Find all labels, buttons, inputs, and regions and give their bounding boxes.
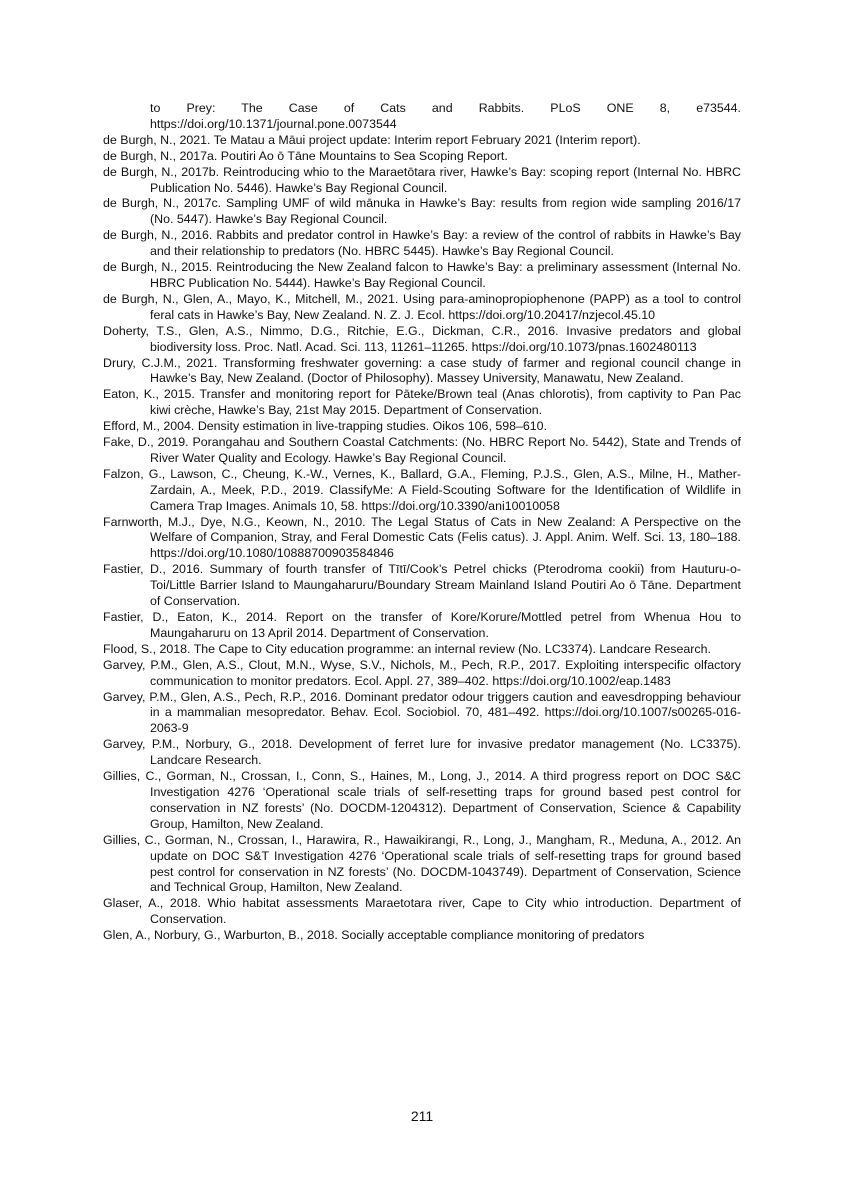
reference-entry: Glaser, A., 2018. Whio habitat assessments Maraetotara river, Cape to City whio introduction. Department of Conservation. — [103, 896, 741, 927]
reference-entry: de Burgh, N., 2017b. Reintroducing whio to the Maraetōtara river, Hawke’s Bay: scoping report (Internal No. HBRC Publication No. 5446). Hawke’s Bay Regional Council. — [103, 164, 741, 195]
reference-entry: Glen, A., Norbury, G., Warburton, B., 2018. Socially acceptable compliance monitoring of predators — [103, 928, 645, 943]
reference-entry: Garvey, P.M., Norbury, G., 2018. Development of ferret lure for invasive predator management (No. LC3375). Landcare Research. — [103, 737, 741, 768]
reference-entry: Gillies, C., Gorman, N., Crossan, I., Conn, S., Haines, M., Long, J., 2014. A third progress report on DOC S&C Investigation 4276 ‘Operational scale trials of self-resetting traps for ground based pest control for conservation in NZ forests’ (No. DOCDM-1204312). Department of Conservation, Science & Capability Group, Hamilton, New Zealand. — [103, 769, 741, 831]
reference-entry: Garvey, P.M., Glen, A.S., Clout, M.N., Wyse, S.V., Nichols, M., Pech, R.P., 2017. Exploiting interspecific olfactory communication to monitor predators. Ecol. Appl. 27, 389–402. https://doi.org/10.1002/eap.1483 — [103, 657, 741, 688]
reference-entry: de Burgh, N., 2021. Te Matau a Māui project update: Interim report February 2021 (Interim report). — [103, 132, 641, 147]
reference-entry: de Burgh, N., 2017a. Poutiri Ao ō Tāne Mountains to Sea Scoping Report. — [103, 148, 508, 163]
reference-entry: Eaton, K., 2015. Transfer and monitoring report for Pāteke/Brown teal (Anas chlorotis), from captivity to Pan Pac kiwi crèche, Hawke’s Bay, 21st May 2015. Department of Conservation. — [103, 387, 741, 418]
reference-entry: de Burgh, N., Glen, A., Mayo, K., Mitchell, M., 2021. Using para-aminopropiophenone (PAPP) as a tool to control feral cats in Hawke’s Bay, New Zealand. N. Z. J. Ecol. https://doi.org/10.20417/nzjecol.45.10 — [103, 291, 741, 322]
reference-entry: Fastier, D., Eaton, K., 2014. Report on the transfer of Kore/Korure/Mottled petrel from Whenua Hou to Maungaharuru on 13 April 2014. Department of Conservation. — [103, 610, 741, 640]
reference-entry: Efford, M., 2004. Density estimation in live-trapping studies. Oikos 106, 598–610. — [103, 419, 548, 434]
reference-entry: Flood, S., 2018. The Cape to City education programme: an internal review (No. LC3374). Landcare Research. — [103, 641, 711, 656]
reference-entry: Doherty, T.S., Glen, A.S., Nimmo, D.G., Ritchie, E.G., Dickman, C.R., 2016. Invasive predators and global biodiversity loss. Proc. Natl. Acad. Sci. 113, 11261–11265. https://doi.org/10.1073/pnas.1602480113 — [103, 323, 741, 354]
reference-entry: Garvey, P.M., Glen, A.S., Pech, R.P., 2016. Dominant predator odour triggers caution and eavesdropping behaviour in a mammalian mesopredator. Behav. Ecol. Sociobiol. 70, 481–492. https://doi.org/10.1007/s00265-016-2063-9 — [103, 689, 741, 736]
page-number: 211 — [410, 1108, 434, 1124]
reference-entry: de Burgh, N., 2017c. Sampling UMF of wild mānuka in Hawke’s Bay: results from region wide sampling 2016/17 (No. 5447). Hawke’s Bay Regional Council. — [103, 196, 741, 227]
reference-entry: Gillies, C., Gorman, N., Crossan, I., Harawira, R., Hawaikirangi, R., Long, J., Mangham, R., Meduna, A., 2012. An update on DOC S&T Investigation 4276 ‘Operational scale trials of self-resetting traps for ground based pest control for conservation in NZ forests’ (No. DOCDM-1043749). Department of Conservation, Science and Technical Group, Hamilton, New Zealand. — [103, 832, 741, 895]
reference-list — [103, 101, 741, 944]
reference-entry-continued: to Prey: The Case of Cats and Rabbits. PLoS ONE 8, e73544. https://doi.org/10.1371/journal.pone.0073544 — [150, 101, 741, 131]
reference-entry: Fastier, D., 2016. Summary of fourth transfer of Tītī/Cook’s Petrel chicks (Pterodroma cookii) from Hauturu-o-Toi/Little Barrier Island to Maungaharuru/Boundary Stream Mainland Island Poutiri Ao ō Tāne. Department of Conservation. — [103, 562, 741, 609]
reference-entry: Falzon, G., Lawson, C., Cheung, K.-W., Vernes, K., Ballard, G.A., Fleming, P.J.S., Glen, A.S., Milne, H., Mather-Zardain, A., Meek, P.D., 2019. ClassifyMe: A Field-Scouting Software for the Identification of Wildlife in Camera Trap Images. Animals 10, 58. https://doi.org/10.3390/ani10010058 — [103, 466, 741, 513]
reference-entry: de Burgh, N., 2015. Reintroducing the New Zealand falcon to Hawke’s Bay: a preliminary assessment (Internal No. HBRC Publication No. 5444). Hawke’s Bay Regional Council. — [103, 260, 741, 290]
reference-entry: de Burgh, N., 2016. Rabbits and predator control in Hawke’s Bay: a review of the control of rabbits in Hawke’s Bay and their relationship to predators (No. HBRC 5445). Hawke’s Bay Regional Council. — [103, 228, 741, 259]
reference-entry: Drury, C.J.M., 2021. Transforming freshwater governing: a case study of farmer and regional council change in Hawke’s Bay, New Zealand. (Doctor of Philosophy). Massey University, Manawatu, New Zealand. — [103, 355, 741, 386]
reference-entry: Farnworth, M.J., Dye, N.G., Keown, N., 2010. The Legal Status of Cats in New Zealand: A Perspective on the Welfare of Companion, Stray, and Feral Domestic Cats (Felis catus). J. Appl. Anim. Welf. Sci. 13, 180–188. https://doi.org/10.1080/10888700903584846 — [103, 514, 741, 561]
reference-entry: Fake, D., 2019. Porangahau and Southern Coastal Catchments: (No. HBRC Report No. 5442), State and Trends of River Water Quality and Ecology. Hawke’s Bay Regional Council. — [103, 435, 741, 465]
